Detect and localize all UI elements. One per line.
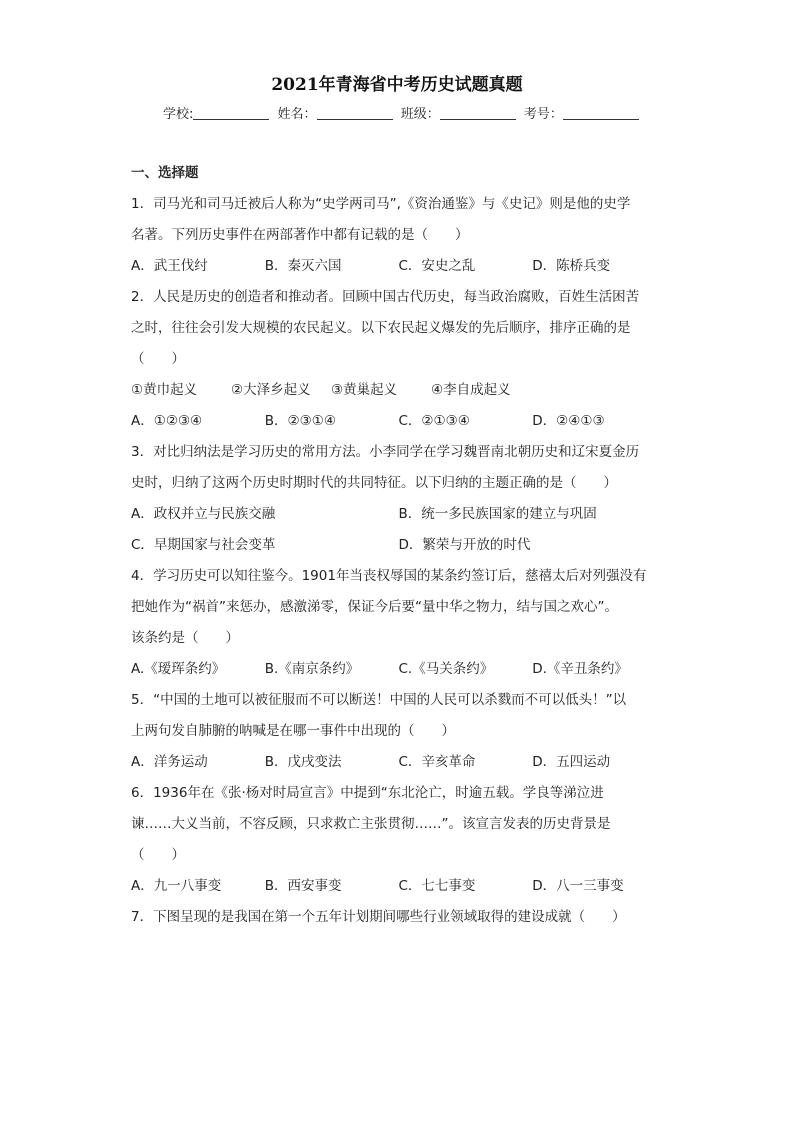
options-row — [131, 406, 666, 437]
option-a[interactable]: A．武王伐纣 — [131, 258, 208, 274]
question-text: 该条约是（ ） — [131, 630, 239, 646]
exam-number-blank[interactable] — [563, 106, 639, 120]
options-row — [131, 654, 666, 685]
question-text: 3．对比归纳法是学习历史的常用方法。小李同学在学习魏晋南北朝历史和辽宋夏金历 — [131, 444, 640, 460]
school-blank[interactable] — [193, 106, 269, 120]
option-b[interactable]: B．戊戌变法 — [264, 754, 342, 770]
school-label: 学校: — [163, 107, 194, 122]
option-a[interactable]: A．政权并立与民族交融 — [131, 506, 276, 522]
option-a[interactable]: A．洋务运动 — [131, 754, 208, 770]
section-heading: 一、选择题 — [131, 165, 199, 181]
question-7 — [131, 902, 666, 933]
option-c[interactable]: C．七七事变 — [398, 878, 476, 894]
question-text: 谏……大义当前，不容反顾，只求救亡主张贯彻……”。该宣言发表的历史背景是 — [131, 816, 611, 832]
option-b[interactable]: B．西安事变 — [264, 878, 342, 894]
option-c[interactable]: C．辛亥革命 — [398, 754, 476, 770]
class-blank[interactable] — [440, 106, 516, 120]
option-d[interactable]: D．②④①③ — [532, 413, 605, 429]
option-b[interactable]: B．秦灭六国 — [264, 258, 342, 274]
question-text: （ ） — [131, 351, 185, 367]
name-blank[interactable] — [317, 106, 393, 120]
student-info-row — [163, 103, 643, 122]
options-row — [131, 251, 666, 282]
sequence-item: ①黄巾起义 — [131, 382, 198, 398]
question-text: 名著。下列历史事件在两部著作中都有记载的是（ ） — [131, 227, 469, 243]
option-b[interactable]: B．②③①④ — [264, 413, 336, 429]
question-text: 1．司马光和司马迁被后人称为“史学两司马”,《资治通鉴》与《史记》则是他的史学 — [131, 196, 631, 212]
sequence-item: ④李自成起义 — [431, 382, 511, 398]
sequence-item: ③黄巢起义 — [331, 382, 398, 398]
options-row — [131, 530, 666, 561]
sequence-items — [131, 375, 666, 406]
option-a[interactable]: A．①②③④ — [131, 413, 203, 429]
question-4 — [131, 561, 666, 685]
option-b[interactable]: B．统一多民族国家的建立与巩固 — [398, 506, 597, 522]
sequence-item: ②大泽乡起义 — [231, 382, 311, 398]
question-text: 2．人民是历史的创造者和推动者。回顾中国古代历史，每当政治腐败，百姓生活困苦 — [131, 289, 640, 305]
option-d[interactable]: D.《辛丑条约》 — [532, 661, 628, 677]
option-d[interactable]: D．五四运动 — [532, 754, 611, 770]
option-d[interactable]: D．陈桥兵变 — [532, 258, 611, 274]
options-row — [131, 499, 666, 530]
question-5 — [131, 685, 666, 778]
question-text: 5．“中国的土地可以被征服而不可以断送！中国的人民可以杀戮而不可以低头！”以 — [131, 692, 627, 708]
option-c[interactable]: C．安史之乱 — [398, 258, 476, 274]
question-text: 7．下图呈现的是我国在第一个五年计划期间哪些行业领域取得的建设成就（ ） — [131, 909, 626, 925]
question-text: 4．学习历史可以知往鉴今。1901年当丧权辱国的某条约签订后，慈禧太后对列强没有 — [131, 568, 647, 584]
page-title: 2021年青海省中考历史试题真题 — [271, 75, 523, 95]
name-label: 姓名： — [277, 107, 317, 122]
options-row — [131, 747, 666, 778]
question-text: 史时，归纳了这两个历史时期时代的共同特征。以下归纳的主题正确的是（ ） — [131, 475, 617, 491]
option-a[interactable]: A.《瑷珲条约》 — [131, 661, 226, 677]
option-c[interactable]: C．早期国家与社会变革 — [131, 537, 276, 553]
question-content — [131, 161, 666, 933]
option-b[interactable]: B.《南京条约》 — [264, 661, 360, 677]
class-label: 班级： — [400, 107, 440, 122]
question-6 — [131, 778, 666, 902]
question-text: 把她作为“祸首”来惩办，感激涕零，保证今后要“量中华之物力，结与国之欢心”。 — [131, 599, 618, 615]
option-c[interactable]: C．②①③④ — [398, 413, 470, 429]
question-3 — [131, 437, 666, 561]
option-c[interactable]: C.《马关条约》 — [398, 661, 494, 677]
question-text: 上两句发自肺腑的呐喊是在哪一事件中出现的（ ） — [131, 723, 455, 739]
question-text: 之时，往往会引发大规模的农民起义。以下农民起义爆发的先后顺序，排序正确的是 — [131, 320, 631, 336]
question-2 — [131, 282, 666, 437]
exam-number-label: 考号： — [523, 107, 563, 122]
question-text: （ ） — [131, 847, 185, 863]
option-d[interactable]: D．八一三事变 — [532, 878, 624, 894]
question-1 — [131, 189, 666, 282]
option-a[interactable]: A．九一八事变 — [131, 878, 222, 894]
options-row — [131, 871, 666, 902]
option-d[interactable]: D．繁荣与开放的时代 — [398, 537, 531, 553]
question-text: 6．1936年在《张·杨对时局宣言》中提到“东北沦亡，时逾五载。学良等涕泣进 — [131, 785, 604, 801]
